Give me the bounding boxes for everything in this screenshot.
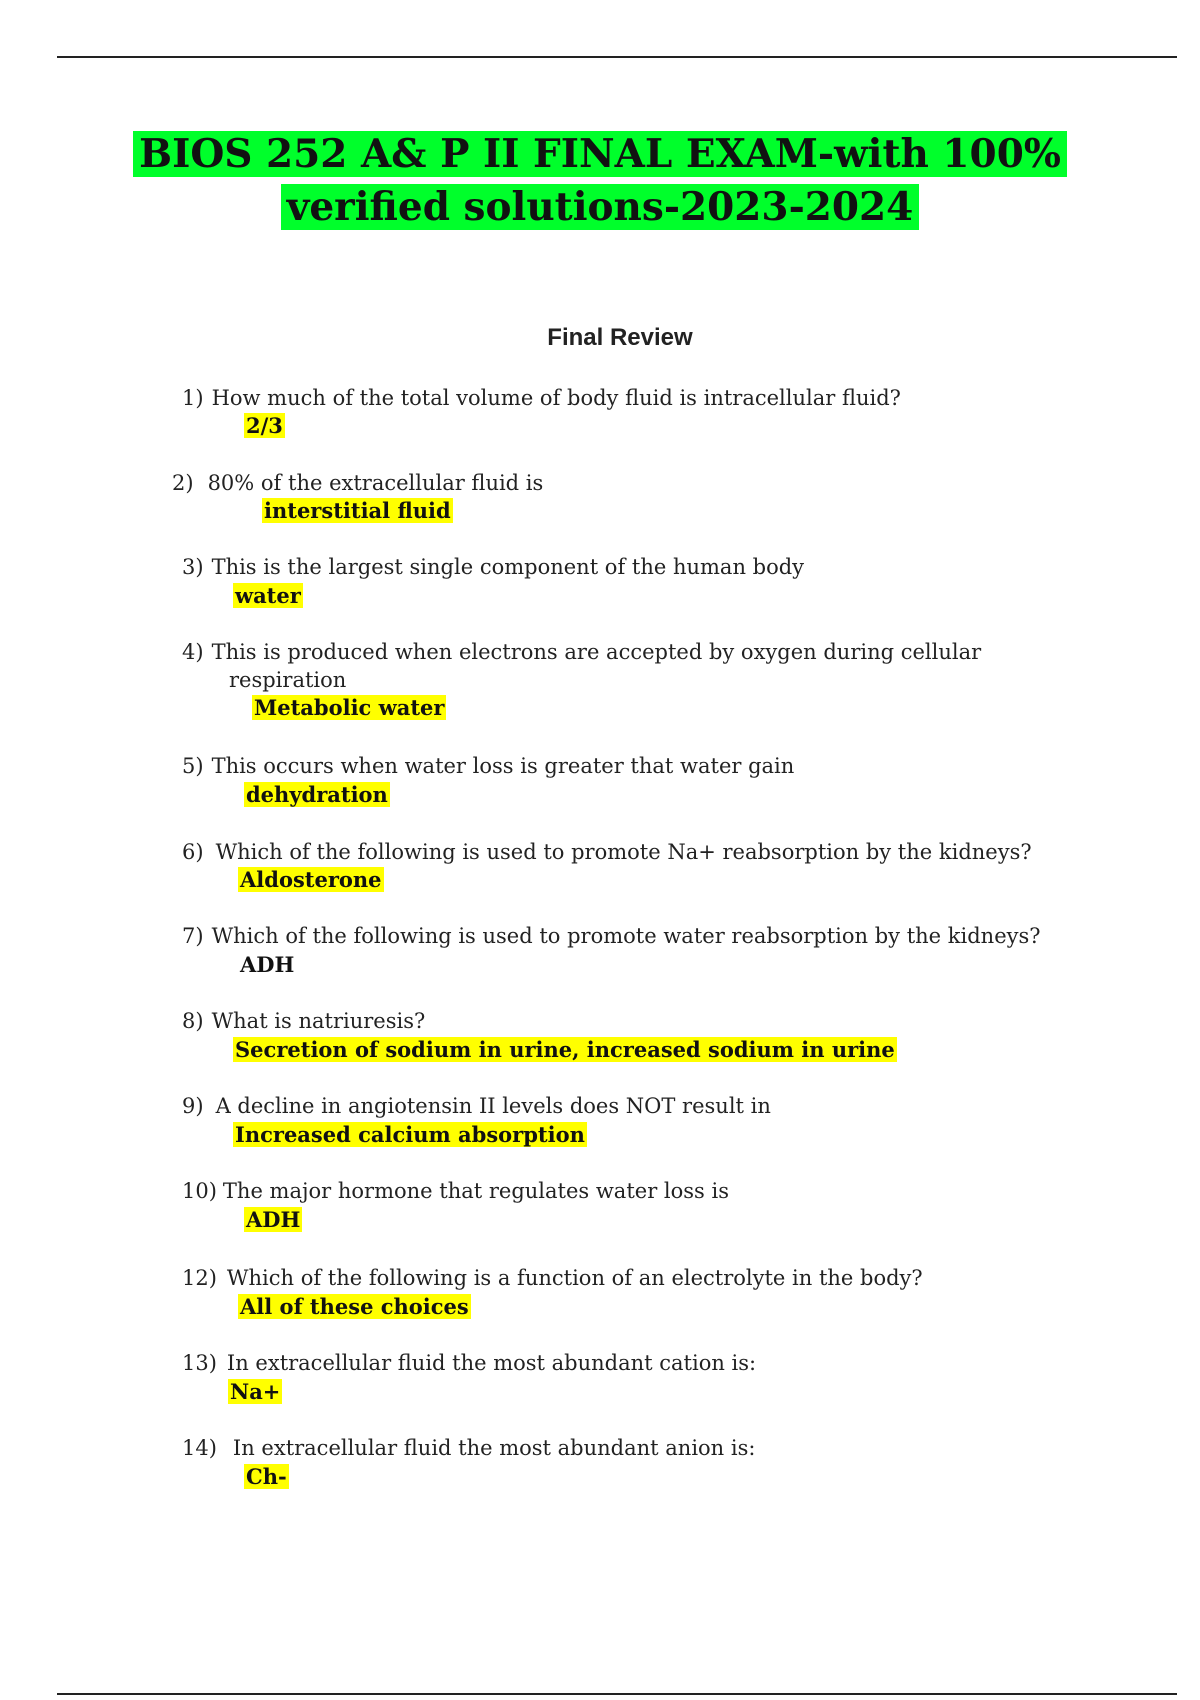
question-text-continued: respiration (229, 668, 347, 692)
question-4-continued (229, 666, 346, 694)
question-text: How much of the total volume of body fluid is intracellular fluid? (211, 386, 901, 410)
question-12 (182, 1264, 923, 1292)
answer-text: All of these choices (240, 1294, 469, 1319)
top-rule (57, 56, 1177, 58)
question-text: A decline in angiotensin II levels does NOT result in (215, 1094, 771, 1118)
question-text: 80% of the extracellular fluid is (207, 471, 544, 495)
answer-13 (228, 1378, 282, 1405)
question-text: What is natriuresis? (211, 1009, 426, 1033)
question-number: 3) (182, 555, 204, 579)
question-number: 13) (182, 1351, 217, 1375)
answer-text: ADH (240, 952, 295, 977)
answer-text: Increased calcium absorption (235, 1122, 585, 1147)
answer-8 (233, 1036, 897, 1063)
answer-text: Secretion of sodium in urine, increased sodium in urine (235, 1037, 895, 1062)
question-1 (182, 384, 901, 412)
question-text: In extracellular fluid the most abundant anion is: (232, 1436, 756, 1460)
title-line-2: verified solutions-2023-2024 (281, 184, 920, 230)
question-text: This is produced when electrons are accepted by oxygen during cellular (211, 640, 982, 664)
answer-4 (252, 694, 446, 721)
question-8 (182, 1007, 425, 1035)
question-number: 4) (182, 640, 204, 664)
document-title (0, 128, 1200, 234)
answer-text: Ch- (246, 1464, 287, 1489)
question-13 (182, 1349, 756, 1377)
question-number: 7) (182, 924, 204, 948)
answer-6 (238, 866, 384, 893)
question-number: 9) (182, 1094, 204, 1118)
question-5 (182, 752, 794, 780)
question-number: 6) (182, 840, 204, 864)
answer-text: ADH (246, 1207, 301, 1232)
answer-14 (244, 1463, 289, 1490)
question-number: 14) (182, 1436, 217, 1460)
answer-text: Na+ (230, 1379, 281, 1404)
question-4 (182, 638, 981, 666)
question-text: In extracellular fluid the most abundant cation is: (226, 1351, 757, 1375)
question-9 (182, 1092, 771, 1120)
question-text: Which of the following is used to promote Na+ reabsorption by the kidneys? (215, 840, 1032, 864)
answer-1 (244, 412, 285, 439)
question-number: 12) (182, 1266, 217, 1290)
question-14 (182, 1434, 755, 1462)
question-text: Which of the following is a function of an electrolyte in the body? (226, 1266, 923, 1290)
answer-text: Metabolic water (254, 695, 445, 720)
answer-text: water (235, 583, 301, 608)
question-number: 1) (182, 386, 204, 410)
question-number: 5) (182, 754, 204, 778)
answer-text: 2/3 (246, 413, 283, 438)
question-number: 2) (172, 471, 194, 495)
answer-7 (240, 951, 294, 978)
answer-text: Aldosterone (240, 867, 382, 892)
question-text: The major hormone that regulates water loss is (222, 1179, 729, 1203)
question-10 (182, 1177, 729, 1205)
answer-12 (238, 1293, 471, 1320)
question-2 (172, 469, 543, 497)
question-7 (182, 922, 1041, 950)
question-number: 10) (182, 1179, 217, 1203)
answer-text: interstitial fluid (264, 498, 451, 523)
question-text: This is the largest single component of the human body (211, 555, 805, 579)
answer-10 (244, 1206, 302, 1233)
question-text: This occurs when water loss is greater that water gain (211, 754, 795, 778)
section-heading: Final Review (547, 324, 693, 351)
question-number: 8) (182, 1009, 204, 1033)
question-6 (182, 838, 1032, 866)
answer-5 (244, 781, 390, 808)
answer-3 (233, 582, 303, 609)
question-text: Which of the following is used to promote water reabsorption by the kidneys? (211, 924, 1041, 948)
title-line-1: BIOS 252 A& P II FINAL EXAM-with 100% (133, 131, 1067, 177)
bottom-rule (57, 1693, 1177, 1695)
answer-2 (262, 497, 453, 524)
answer-9 (233, 1121, 587, 1148)
answer-text: dehydration (246, 782, 388, 807)
question-3 (182, 553, 804, 581)
